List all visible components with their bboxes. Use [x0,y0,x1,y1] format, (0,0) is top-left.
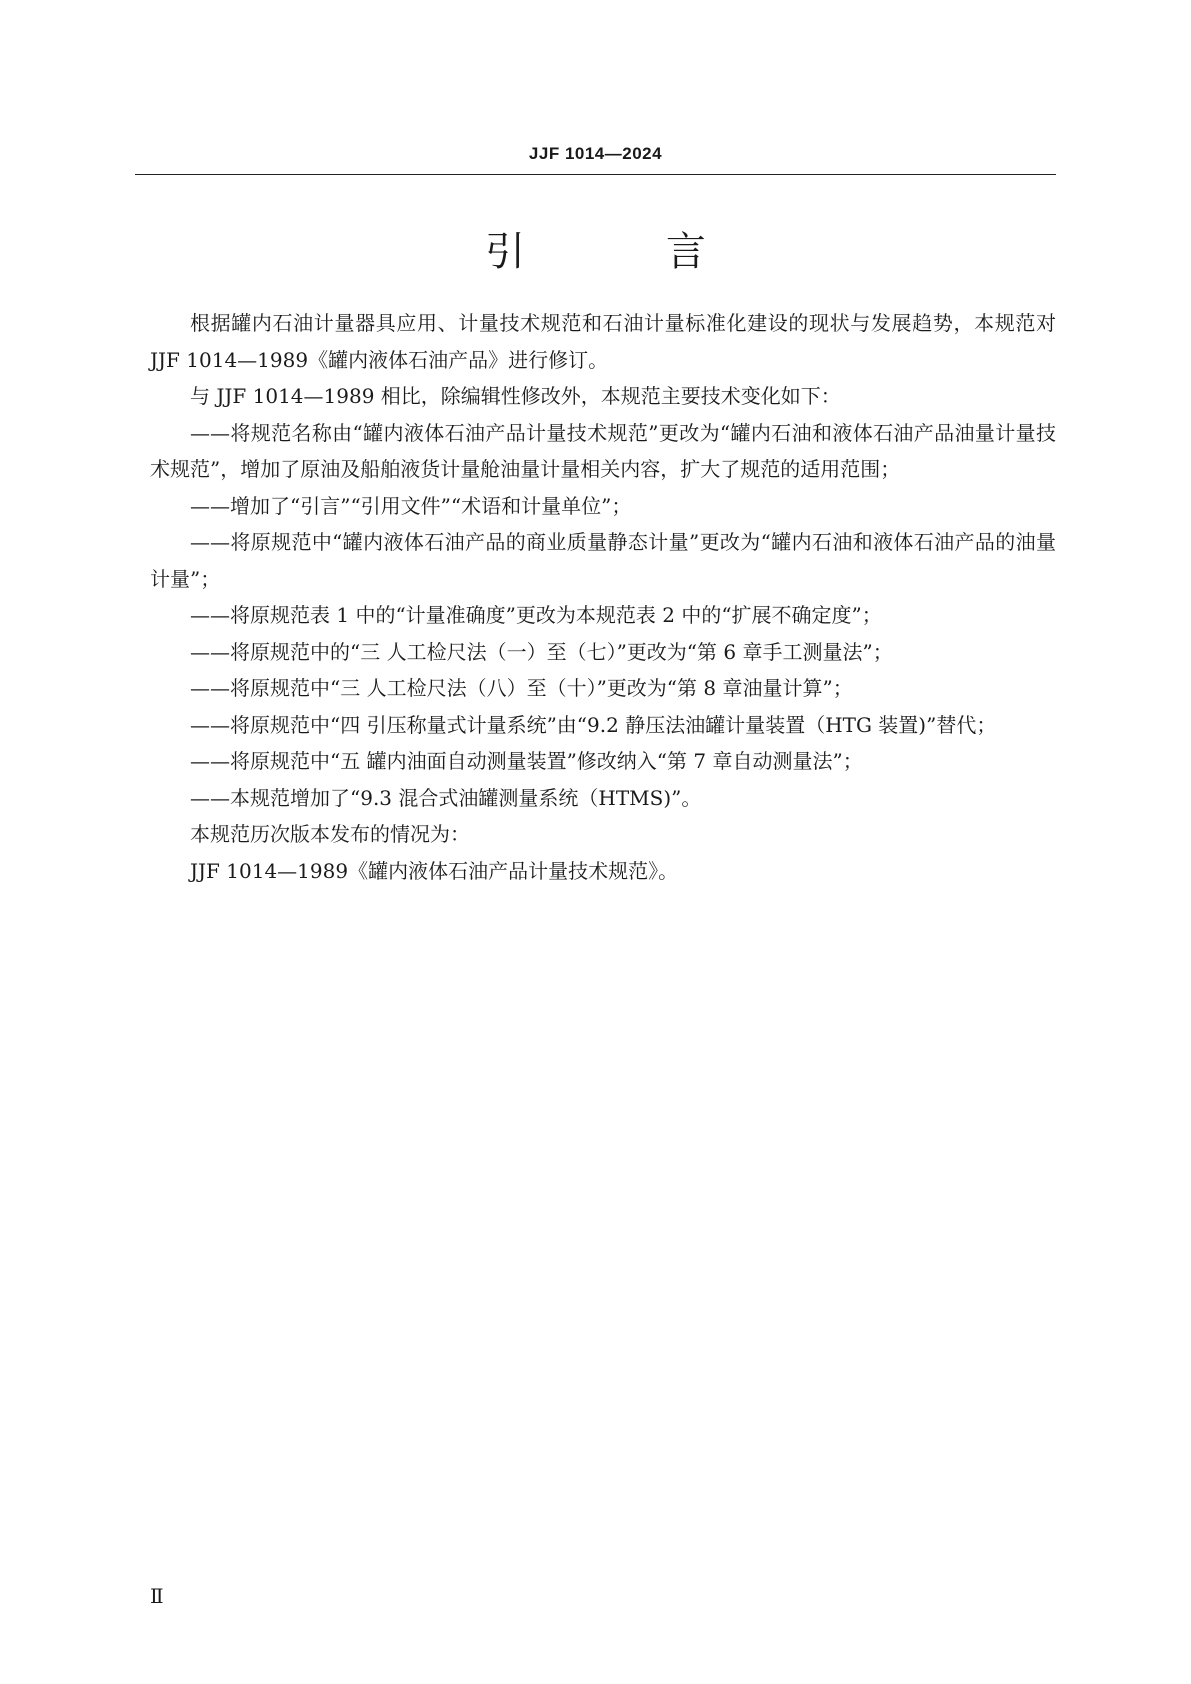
header-divider [135,174,1056,175]
document-code-header: JJF 1014—2024 [528,144,663,163]
body-text [150,305,1056,889]
paragraph: ——将原规范中的“三 人工检尺法（一）至（七）”更改为“第 6 章手工测量法”； [190,639,893,664]
paragraph: 根据罐内石油计量器具应用、计量技术规范和石油计量标准化建设的现状与发展趋势，本规范对 JJF 1014—1989《罐内液体石油产品》进行修订。 [150,311,1056,372]
paragraph: JJF 1014—1989《罐内液体石油产品计量技术规范》。 [190,858,679,883]
paragraph: 本规范历次版本发布的情况为： [190,822,470,846]
paragraph: 与 JJF 1014—1989 相比，除编辑性修改外，本规范主要技术变化如下： [190,384,841,408]
paragraph: ——将规范名称由“罐内液体石油产品计量技术规范”更改为“罐内石油和液体石油产品油量计量技术规范”，增加了原油及船舶液货计量舱油量计量相关内容，扩大了规范的适用范围； [150,420,1056,481]
paragraph: ——将原规范中“五 罐内油面自动测量装置”修改纳入“第 7 章自动测量法”； [190,749,863,773]
section-title: 引 言 [485,229,770,275]
paragraph: ——将原规范中“三 人工检尺法（八）至（十）”更改为“第 8 章油量计算”； [190,676,853,700]
page-number: Ⅱ [150,1584,164,1608]
paragraph: ——本规范增加了“9.3 混合式油罐测量系统（HTMS)”。 [190,785,702,810]
paragraph: ——将原规范中“四 引压称量式计量系统”由“9.2 静压法油罐计量装置（HTG 装置)”替代； [190,712,997,737]
paragraph: ——将原规范表 1 中的“计量准确度”更改为本规范表 2 中的“扩展不确定度”； [190,603,882,627]
paragraph: ——增加了“引言”“引用文件”“术语和计量单位”； [190,493,632,518]
paragraph: ——将原规范中“罐内液体石油产品的商业质量静态计量”更改为“罐内石油和液体石油产品的油量计量”； [150,530,1056,591]
